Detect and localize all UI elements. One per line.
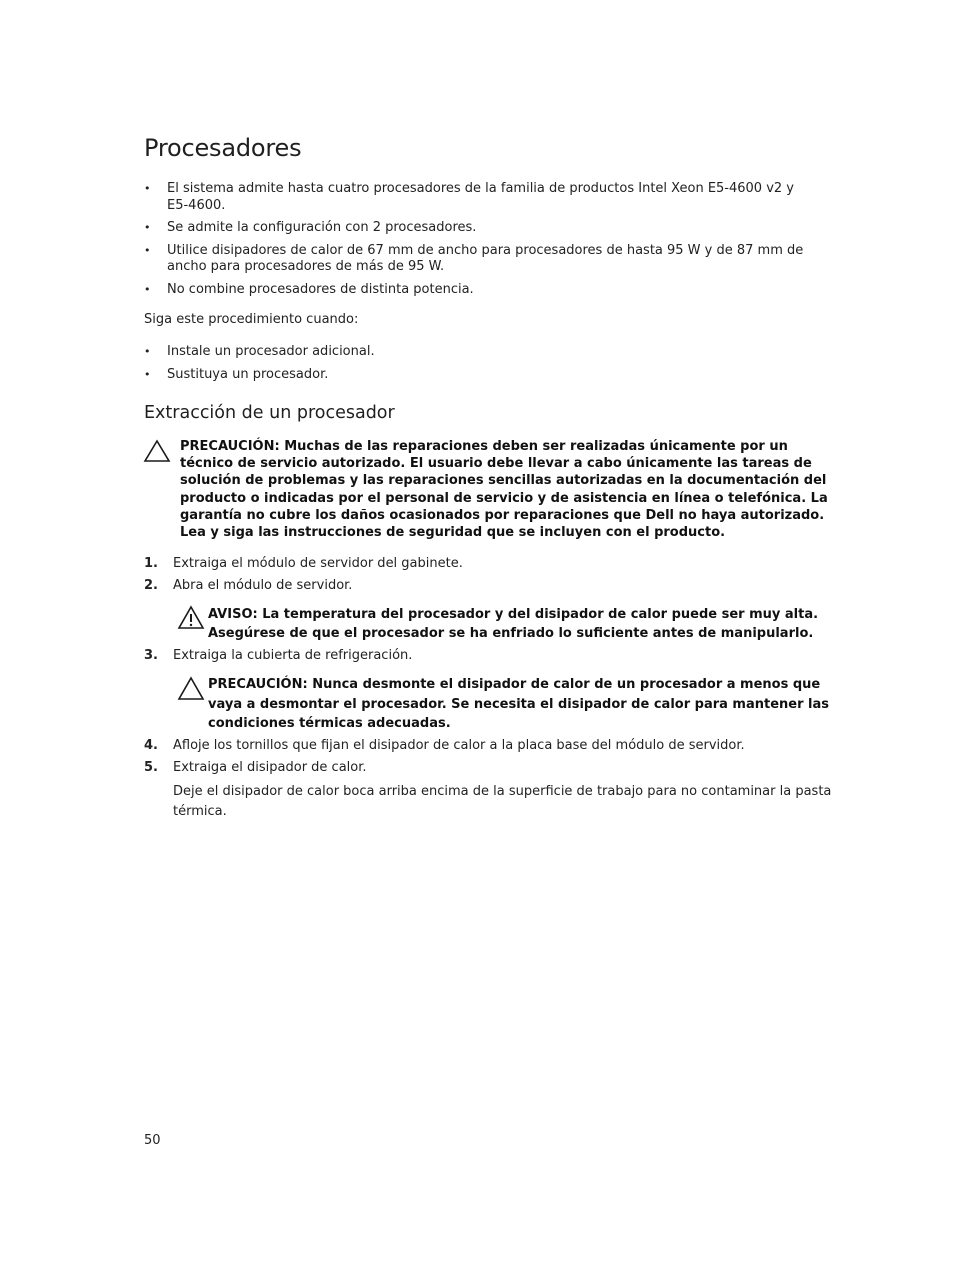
step-text: Extraiga la cubierta de refrigeración. (173, 648, 413, 663)
step-number: 1. (144, 556, 158, 571)
procedure-intro: Siga este procedimiento cuando: (144, 312, 359, 327)
warning-exclamation-icon (177, 605, 205, 630)
step-number: 5. (144, 760, 158, 775)
caution-step3-text: PRECAUCIÓN: Nunca desmonte el disipador de calor de un procesador a menos que vaya a desmontar el procesador. Se necesita el disipador de calor para mantener las condiciones térmicas adecuadas. (208, 677, 830, 731)
list-item: • Sustituya un procesador. (144, 367, 814, 384)
step-number: 2. (144, 578, 158, 593)
list-item: • El sistema admite hasta cuatro procesadores de la familia de productos Intel Xeon E5-4600 v2 y E5-4600. (144, 181, 814, 214)
list-item: • No combine procesadores de distinta potencia. (144, 282, 814, 299)
list-item: • Instale un procesador adicional. (144, 344, 814, 361)
main-caution-text: PRECAUCIÓN: Muchas de las reparaciones deben ser realizadas únicamente por un técnico de servicio autorizado. El usuario debe llevar a cabo únicamente las tareas de solución de problemas y las reparaciones sencillas autorizadas en la documentación del producto o indicadas por el personal de servicio y de asistencia en línea o telefónica. La garantía no cubre los daños ocasionados por reparaciones que Dell no haya autorizado. Lea y siga las instrucciones de seguridad que se incluyen con el producto. (180, 439, 828, 541)
procedure-bullet-list (144, 344, 814, 389)
caution-triangle-icon (177, 676, 205, 701)
section-title: Extracción de un procesador (144, 403, 395, 423)
aviso-text: AVISO: La temperatura del procesador y del disipador de calor puede ser muy alta. Asegúrese de que el procesador se ha enfriado lo suficiente antes de manipularlo. (208, 607, 819, 641)
list-item: • Se admite la configuración con 2 procesadores. (144, 220, 814, 237)
step-number: 3. (144, 648, 158, 663)
step-text: Extraiga el disipador de calor. (173, 760, 367, 775)
list-item: • Utilice disipadores de calor de 67 mm de ancho para procesadores de hasta 95 W y de 87 mm de ancho para procesadores de más de 95 W. (144, 243, 814, 276)
step5-note: Deje el disipador de calor boca arriba encima de la superficie de trabajo para no contaminar la pasta térmica. (173, 784, 832, 819)
page-title: Procesadores (144, 134, 302, 162)
caution-triangle-icon (143, 439, 171, 463)
step-number: 4. (144, 738, 158, 753)
intro-bullet-list (144, 181, 814, 304)
step-text: Extraiga el módulo de servidor del gabinete. (173, 556, 463, 571)
step-text: Abra el módulo de servidor. (173, 578, 353, 593)
page-number: 50 (144, 1133, 161, 1148)
step-text: Afloje los tornillos que fijan el disipador de calor a la placa base del módulo de servidor. (173, 738, 745, 753)
